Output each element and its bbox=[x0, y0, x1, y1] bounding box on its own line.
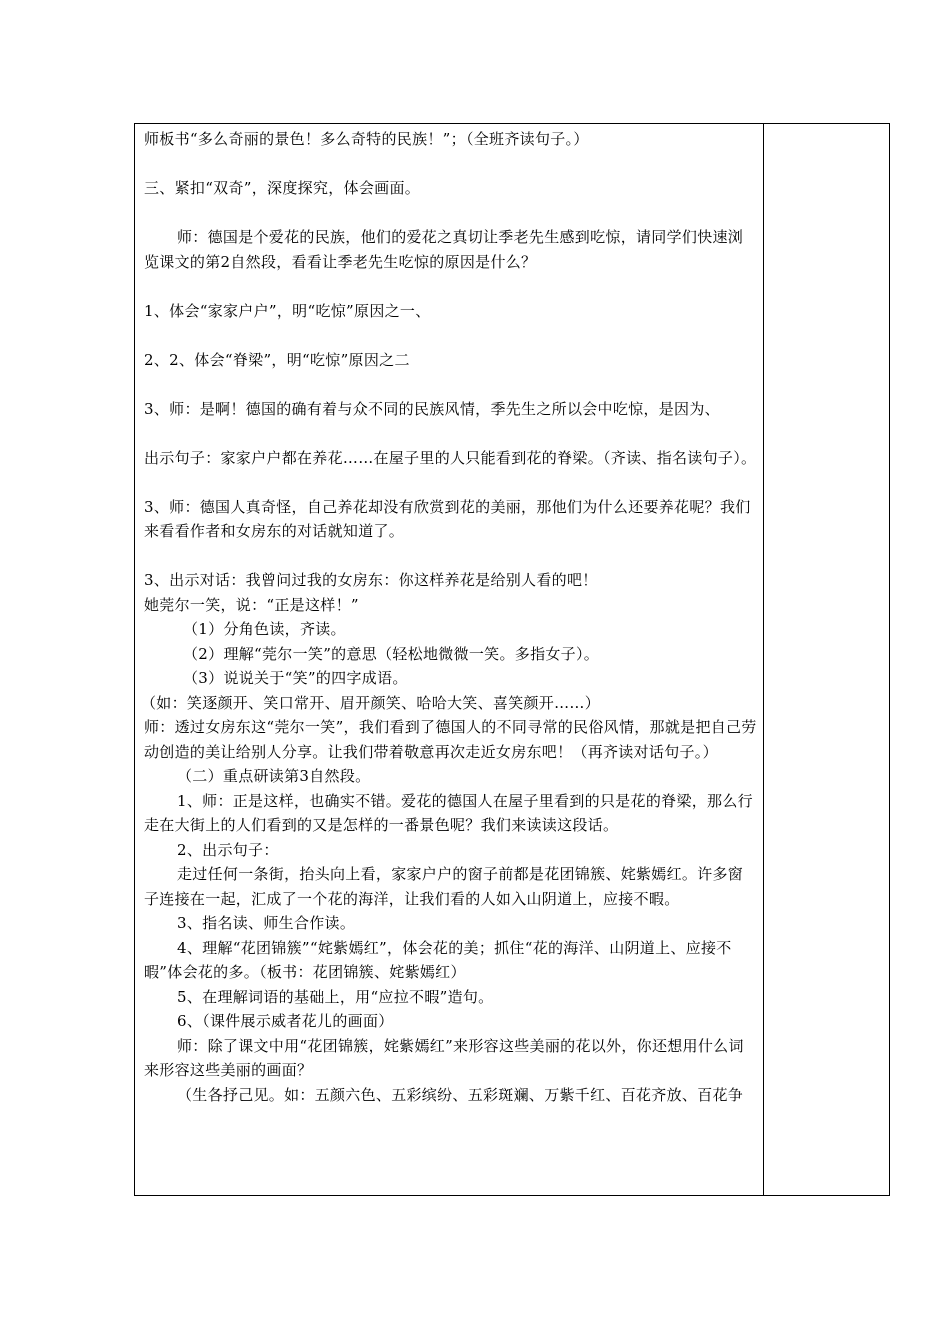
step-item: 1、师：正是这样，也确实不错。爱花的德国人在屋子里看到的只是花的脊梁，那么行走在大街上的人们看到的又是怎样的一番景色呢？我们来读读这段话。 bbox=[144, 791, 753, 834]
sentence-display: 出示句子：家家户户都在养花……在屋子里的人只能看到花的脊梁。（齐读、指名读句子）。 bbox=[144, 448, 757, 467]
sub-step: （3）说说关于“笑”的四字成语。 bbox=[183, 669, 408, 687]
teacher-paragraph: 师：除了课文中用“花团锦簇，姹紫嫣红”来形容这些美丽的花以外，你还想用什么词来形容这些美丽的画面？ bbox=[144, 1036, 744, 1079]
subsection-heading: （二）重点研读第3自然段。 bbox=[177, 767, 371, 785]
teacher-paragraph: 师：透过女房东这“莞尔一笑”，我们看到了德国人的不同寻常的民俗风情，那就是把自己劳动创造的美让给别人分享。让我们带着敬意再次走近女房东吧！（再齐读对话句子。） bbox=[144, 718, 757, 761]
teacher-paragraph: 师：德国是个爱花的民族，他们的爱花之真切让季老先生感到吃惊，请同学们快速浏览课文的第2自然段，看看让季老先生吃惊的原因是什么？ bbox=[144, 228, 744, 271]
step-item: 4、理解“花团锦簇”“姹紫嫣红”，体会花的美；抓住“花的海洋、山阴道上、应接不暇”体会花的多。（板书：花团锦簇、姹紫嫣红） bbox=[144, 938, 732, 981]
step-item: 3、师：德国人真奇怪，自己养花却没有欣赏到花的美丽，那他们为什么还要养花呢？我们来看看作者和女房东的对话就知道了。 bbox=[144, 497, 751, 540]
section-heading: 三、紧扣“双奇”，深度探究，体会画面。 bbox=[144, 179, 421, 197]
lesson-content-cell bbox=[141, 127, 758, 1107]
quoted-passage: 走过任何一条街，抬头向上看，家家户户的窗子前都是花团锦簇、姹紫嫣红。许多窗子连接在一起，汇成了一个花的海洋，让我们看的人如入山阴道上，应接不暇。 bbox=[144, 865, 744, 908]
step-item: 3、师：是啊！德国的确有着与众不同的民族风情，季先生之所以会中吃惊，是因为、 bbox=[144, 399, 720, 418]
board-note: 师板书“多么奇丽的景色！多么奇特的民族！”；（全班齐读句子。） bbox=[144, 130, 589, 148]
step-item: 3、指名读、师生合作读。 bbox=[177, 914, 356, 932]
step-item: 6、（课件展示威者花儿的画面） bbox=[177, 1012, 394, 1030]
dialogue-line: 她莞尔一笑，说：“正是这样！” bbox=[144, 595, 359, 614]
idiom-examples: （如：笑逐颜开、笑口常开、眉开颜笑、哈哈大笑、喜笑颜开……） bbox=[141, 693, 601, 712]
step-item: 1、体会“家家户户”，明“吃惊”原因之一、 bbox=[144, 301, 431, 320]
student-answers: （生各抒己见。如：五颜六色、五彩缤纷、五彩斑斓、万紫千红、百花齐放、百花争 bbox=[177, 1085, 744, 1104]
dialogue-display: 3、出示对话：我曾问过我的女房东：你这样养花是给别人看的吧！ bbox=[144, 571, 598, 589]
notes-column-cell bbox=[764, 124, 889, 1195]
step-item: 2、出示句子： bbox=[177, 840, 279, 859]
step-item: 5、在理解词语的基础上，用“应拉不暇”造句。 bbox=[177, 987, 494, 1006]
sub-step: （1）分角色读，齐读。 bbox=[183, 620, 346, 638]
sub-step: （2）理解“莞尔一笑”的意思（轻松地微微一笑。多指女子）。 bbox=[183, 644, 600, 663]
step-item: 2、2、体会“脊梁”，明“吃惊”原因之二 bbox=[144, 350, 410, 369]
lesson-table bbox=[134, 123, 890, 1196]
